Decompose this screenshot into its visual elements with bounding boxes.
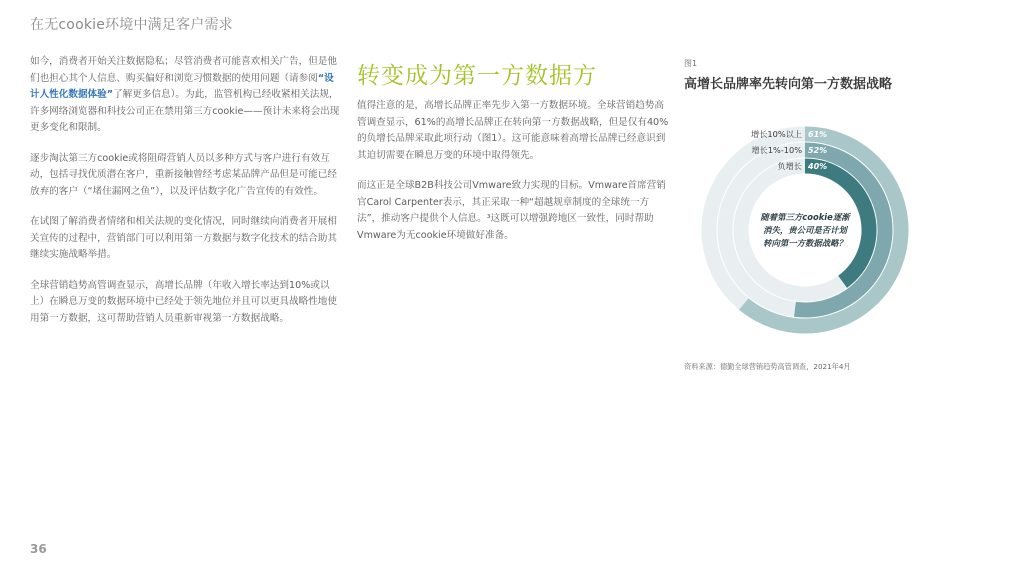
radial-bar-chart — [690, 110, 990, 360]
page-number: 36 — [30, 542, 47, 556]
paragraph-1-part-1: 如今，消费者开始关注数据隐私；尽管消费者可能喜欢相关广告，但是他们也担心其个人信息、购买偏好和浏览习惯数据的使用问题（请参阅 — [30, 56, 337, 84]
paragraph-3: 在试图了解消费者情绪和相关法规的变化情况，同时继续向消费者开展相关宣传的过程中，营销部门可以利用第一方数据与数字化技术的结合助其继续实施战略举措。 — [30, 216, 337, 260]
figure-source: 资料来源：德勤全球营销趋势高管调查，2021年4月 — [684, 362, 851, 371]
section-title: 转变成为第一方数据方 — [357, 63, 597, 89]
left-column — [30, 54, 342, 341]
middle-column — [357, 98, 669, 258]
paragraph-4: 全球营销趋势高管调查显示，高增长品牌（年收入增长率达到10%或以上）在瞬息万变的数据环境中已经处于领先地位并且可以更具战略性地使用第一方数据，这可帮助营销人员重新审视第一方数据战略。 — [30, 279, 337, 324]
value-label-1: 52% — [808, 146, 828, 155]
legend-label-1: 增长1%-10% — [751, 145, 802, 155]
paragraph-2: 逐步淘汰第三方cookie或将阻碍营销人员以多种方式与客户进行有效互动，包括寻找优质潜在客户，重新接触曾经考虑某品牌产品但是可能已经放弃的客户（“堵住漏网之鱼”），以及评估数字化广告宣传的有效性。 — [30, 152, 337, 197]
radial-chart-svg — [690, 110, 990, 360]
paragraph-1 — [30, 54, 342, 137]
center-question-line-2: 消失，贵公司是否计划 — [763, 225, 847, 235]
center-question-line-1: 随着第三方cookie逐渐 — [760, 212, 850, 222]
running-head: 在无cookie环境中满足客户需求 — [30, 17, 233, 33]
legend-label-0: 增长10%以上 — [751, 129, 802, 139]
legend-label-2: 负增长 — [777, 161, 802, 171]
paragraph-1-part-2: 了解更多信息）。为此，监管机构已经收紧相关法规，许多网络浏览器和科技公司正在禁用第三方cookie——预计未来将会出现更多变化和限制。 — [30, 89, 340, 133]
value-label-0: 61% — [808, 130, 828, 139]
middle-paragraph-2: 而这正是全球B2B科技公司Vmware致力实现的目标。Vmware首席营销官Carol Carpenter表示，其正采取一种“超越规章制度的全球统一方法”，推动客户提供个人信息。³这既可以增强跨地区一致性，同时帮助Vmware为无cookie环境做好准备。 — [357, 180, 666, 241]
design-data-experience-link[interactable]: “设计人性化数据体验” — [30, 72, 334, 100]
value-label-2: 40% — [808, 162, 828, 171]
ring-arc-2 — [805, 166, 869, 282]
figure-label: 图1 — [684, 59, 698, 68]
figure-title: 高增长品牌率先转向第一方数据战略 — [684, 77, 893, 92]
middle-paragraph-1: 值得注意的是，高增长品牌正率先步入第一方数据环境。全球营销趋势高管调查显示，61%的高增长品牌正在转向第一方数据战略，但是仅有40%的负增长品牌采取此项行动（图1）。这可能意味着高增长品牌已经意识到其迫切需要在瞬息万变的环境中取得领先。 — [357, 100, 669, 161]
center-question-line-3: 转向第一方数据战略？ — [763, 238, 847, 248]
